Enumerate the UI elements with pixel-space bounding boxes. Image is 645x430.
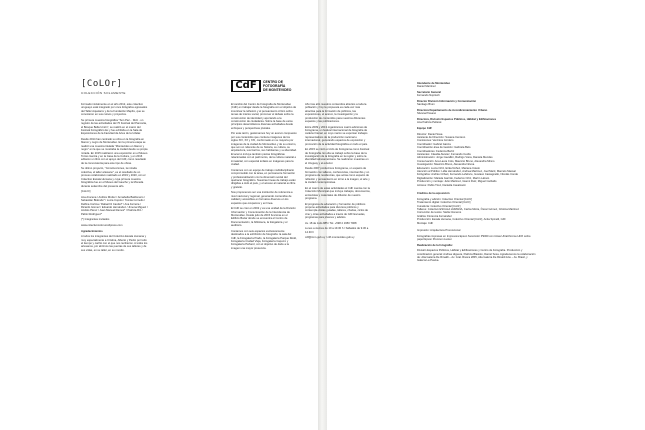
cdf-contact: cdf@imm.gub.uy / cdf.montevideo.gub.uy [305,236,355,240]
credit-line: Fotografía y edición: Colectivo Oriental [CoOr] [417,197,472,201]
exhibition-credits-list [417,198,537,225]
team-line: Director: Daniel Sosa [417,132,443,136]
team-line: Producción y montaje: Julio Martinez, Gianni Ruiz, Miguel Carballo [417,180,497,184]
members-note: (*) Integrantes invitados [81,218,110,222]
paragraph: Año tras año nuestros contenidos abiertos a toda la población y hoy la propuesta es cada vez más atractiva para la formación de públicos, las exposiciones, el acervo, la investigación y la producción de contenidos para nuestros diferentes espacios y las publicaciones. [305,103,367,124]
team-line: Actores: Pablo Tirez, Daniella Cavalcanti [417,183,466,187]
team-line: Asistente de Dirección: Susana Centeno [417,136,466,139]
team-list [417,133,537,188]
credit-line: Gráfica: Florencia Fernández [417,214,452,218]
cdf-logo-mark: CdF [231,80,261,92]
authority-block: Intendente de Montevideo Daniel Martínez Secretario General Fernando Nopitsch Director División Información y Comunicación Santiago Brum Directora Departamento de Acondicionamiento Urbano Silvana Pissano Directora, División Espacios Públicos, Hábitat y Edificaciones Ana Patricia Pellerat [417,82,497,125]
paragraph: Su primera muestra fotográfica "Son Paz... Dicit - un registro de las actividades del 70 Festival del Pancarta, el Bosque Bella Unión", se realizó en el marco del Festival Fotográfico Ex y fue exhibida en la Sala de Exposiciones de la Facultad de Artes de la Udelar. [81,118,147,136]
paragraph: Contamos con seis espacios exclusivamente destinados a la exhibición de fotografía: la sala del CdF, la Fotogalería Prado, la Fotogalería Parque Rodó, Fotogalería Ciudad Vieja, Fotogalería Capurro y Fotogalería Peñarol, con el objetivo de darle a la imagen una mayor presencia. [231,229,297,250]
paragraph: Contamos con un equipo de trabajo multidisciplinario comprometido con la tarea, en permanente formación y profesionalización con la dimensión social del quehacer fotográfico. Nuestras líneas de trabajo están dirigidas a todo el país, y el acceso al material es libre y gratuito. [231,168,296,189]
paragraph: El cambio del Centro de Fotografía de Montevideo (CdF) en trabajar desde la fotografía con el objetivo de incentivar la reflexión y el pensamiento crítico sobre temas de interés social, promover el debate sobre la construcción de identidad y aportando a la construcción de ciudadanía. Sobre la base de estos principios desarrollamos diversas actividades desde enfoques y perspectivas plurales. [231,103,297,130]
credit-line: Tratamiento digital: Colectivo Oriental [CoOr] [417,201,471,205]
printing-note: Fotografías impresas en Impresora Epson SureColor P9000 con tintas UltraChrome HDX sobre papel Epson Premium Luster. [417,234,531,241]
team-line: Atención al Público: Lidia Hernández, Andrea Martínez, Joel Martí, Marcelo Macsal [417,170,516,174]
credits-column [417,82,537,265]
credit-line: Montaje: CdF [417,221,434,225]
credit-line: Corrección de textos: Stella Cisneros [417,211,462,215]
team-line: Fotógrafos: Andrés Cribari, Fernando Lefebvre, Gustavo Castagnello, Nicolás Conde [417,173,518,177]
team-line: Comisiones: Verónica Cordero [417,139,454,143]
color-collective-text-column [81,103,148,254]
team-line: Investigación: Mauricio Bruno, Alexandra Nóvoa [417,163,475,167]
paragraph: Desde 2014 han centrado su obra en la fotografía en blanco y negro de Montevideo. En la primera etapa se realizó una muestra titulada "Montevideo en blanco y negro" en la que se mostraba la ciudad desde su propia mirada. En 2015 realizaron una exposición en el Museo Torres García y en la Casa de la Cultura, y en 2016 editaron un libro con el apoyo del CdF, como resultado de la convocatoria para este tipo de obras. [81,138,148,165]
team-line: Educación: Lucía Ortiz, Erika Núñez, Mariana Cotelo [417,166,480,170]
team-line: Digitalización: Mariela Garrido, Federico Ortiz, Martín Lázaro [417,176,490,180]
cdf-activities-column [305,103,371,242]
paragraph: En el marco de estas actividades el CdF cuenta con la Colección Municipal que incluye trabajos, documentos, entrevistas y materiales de difusión de nuestro programa. [305,186,371,200]
collective-website: www.colectivocolor.wordpress.com [81,223,123,227]
cdf-address: Av. 18 de Julio 885 / Tel. +598 2 1950 7968 [305,221,357,225]
printing-line: Impresión: Arquitectura Promocional [417,228,461,232]
credit-line: Talleres: Colectivo ESCALA HUMANA, Carlos Moira, Óscar Gómez, Cristina Martínez [417,207,520,211]
team-line: Coordinador: Gabriel García [417,142,451,146]
paragraph: Nos proponemos ser una institución de referencia a nivel nacional y regional, generando contenidos de calidad y accesibles en formatos diversos en los espacios que ocupamos y en línea. [231,191,293,205]
team-line: Conservación: Ana Laura Colo, Mauricio Bruno, Alexandra Minno [417,159,495,163]
thanks-heading: Agradecimientos [81,229,103,233]
credit-line: Curaduría: Colectivo Oriental [CoOr] [417,204,461,208]
paragraph: El programa de educación y formación de públicos propone actividades para diversos públicos y contempla visitas guiadas, talleres, charlas, ciclos de cine y otras actividades a través de CdF Escuelas, programas para jóvenes y adultos. [305,202,369,220]
paragraph: En 2015 se inició el ciclo de Fotograma como Festival de Fotografía. En ella se trabajó sobre la base de la investigación de la fotografía en la región y sobre la identidad latinoamericana. Se realizaron muestras en el Uruguay y el exterior. [305,148,370,165]
realizacion-text: División Espacios Públicos, Hábitat y Edificaciones y Centro de Fotografía. Producción y coordinación general: Andrea Higuera, Patricia Blasiolo, Daniel Sosa. Agradecemos la colaboración de: Alia Galería De Rinaldi – Av. Gral. Rivera 2845, Alia Galería De Rinaldi Arte – Av. Brasil, y Galería La Pasiva. [417,249,536,263]
team-line: Administración: Jorge Cavallini, Rodrigo Viera, Daniela Mendes [417,156,493,160]
team-line: Coordinación área de Gestión: Gabriela Belo [417,146,471,150]
paragraph: Su último proyecto, "Construcciones, la mirada colectiva, el taller artesano", es el resultado de un proceso colaborativo realizado en 2019 y 2020, con el Colectivo Escala Humana y cuya primera muestra fotográfica fue en el Museo del Gaucho y la Moneda durante setiembre del presente año. [81,167,146,188]
cdf-about-column [231,103,297,252]
equipo-heading: Equipo CdF [417,127,433,130]
members-list: Ana Arocena / Andrés Rinder / Annabella Baldomero / Sebastián Bidonde* / Lucía Copolo / Tomás Cornelio / Delfina Cortina / Rafael Di Candel* / Ana Ferreira / Ricardo Gómez / Eduardo Hernández / Jimena Miguez / Andrés Pérez / Juan Manuel Ramos* / Patricia Riz / Pablo Rodríguez* [81,195,148,216]
credit-line: Producción: Escala Humana, Colectivo Oriental [CoOr], Anita Spinelli, CdF [417,218,506,222]
paragraph: Formado inicialmente en el año 2012, este colectivo uruguayo está integrado por once fotógrafos egresados del Taller Aquelarre y de la Fundación Mapfre, que se conocieron en sus cursos y proyectos. [81,103,148,117]
cdf-logo-name: CENTRO DE FOTOGRAFÍA DE MONTEVIDEO [263,80,292,92]
members-label: [CoLOr] [81,190,91,194]
thanks-text: A todos los integrantes del Colectivo Escala Humana y muy especialmente a Cristina, Alberto y Pedro por todo el tiempo y cariño con el que nos recibieron. A todos los artesanos, por abrirnos las puertas de sus talleres y de sus vidas, en su taller, en su mundo. [81,235,148,252]
paragraph: Por esta razón, gestionamos hoy un acervo compuesto por sus contenidos que contiene imágenes de los siglos XIX, XX y XXI, conformado en su mayoría por imágenes de la ciudad de Montevideo y de su entorno, que son un referente de su historia, su cultura, su arquitectura, sus barrios, sus habitantes y su identidad. El acervo incluye también piezas fotográficas relacionadas con el patrimonio, de la cultura material e inmaterial, con especial énfasis en imágenes para la ciudad. [231,132,297,167]
paragraph: Entre 2009 y 2013 organizamos cuatro ediciones de Fotograma, un festival internacional de fotografía de carácter bienal, en cuyo marco se exponían trabajos representativos de la producción nacional e internacional, generando espacios de exposición y promoción de la actividad fotográfica en todo el país. [305,125,368,146]
realizacion-heading: Realización de la fotografía: [417,243,453,247]
exhibition-credits-heading: Créditos de la exposición [417,192,450,196]
team-line: Coordinadores: Federica Bertiz [417,149,455,153]
cdf-hours: Lunes a viernes de 10 a 19.30 h / Sábados de 9.30 a 14.30 h [305,227,369,234]
paragraph: Desde 2007 producimos Fotograma, un espacio de formación con talleres, conferencias, intercambio y un programa de residencias, que actúa como espacio de reflexión y pensamiento en torno a la imagen, el arte y la ciudad contemporánea. [305,167,370,185]
color-collective-subtitle: COLECCIÓN SOLAMENTE [81,91,126,95]
color-collective-logo: [CoLOr] [81,79,123,89]
team-line: Asistentes: Claudia Alvarez, Fernando Cerdá [417,153,471,157]
paragraph: El CdF se creó en 2002 y es una unidad de la División Información y Comunicación de la Intendencia de Montevideo. Desde julio de 2015 funciona en el Edificio Bazar donde se encuentra el Centro de Documentación, la biblioteca, la fotogalería y el auditorio. [231,207,296,228]
